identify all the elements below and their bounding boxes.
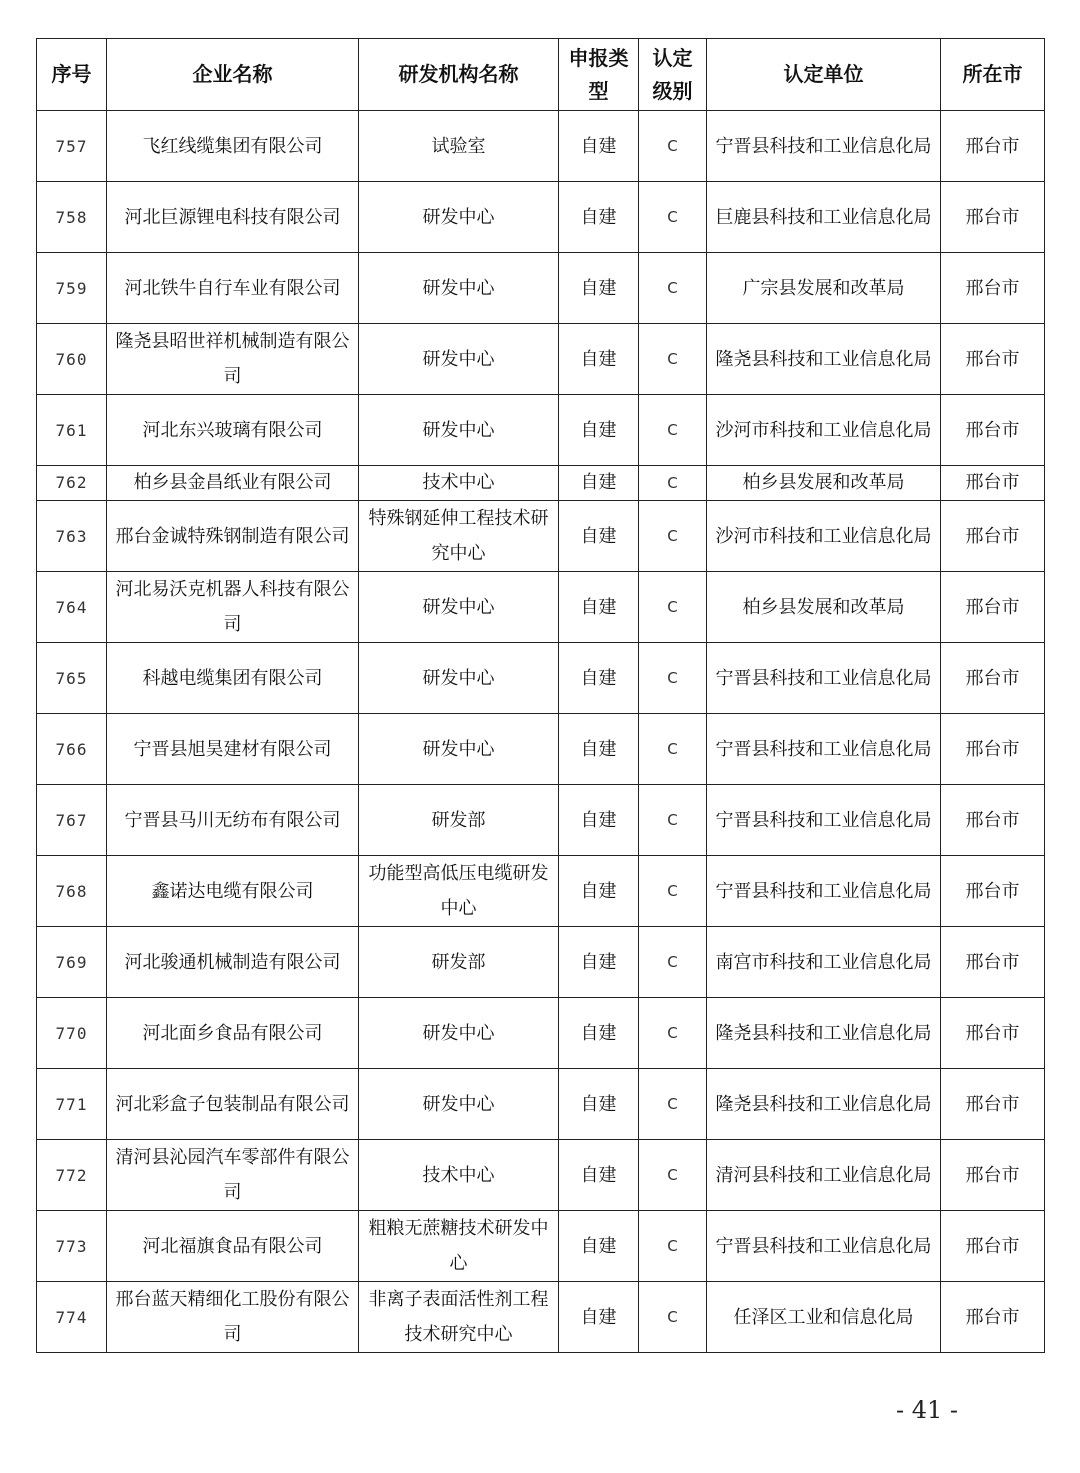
cell-institution: 试验室 bbox=[359, 111, 559, 182]
cell-city: 邢台市 bbox=[941, 856, 1045, 927]
table-row bbox=[37, 1282, 1045, 1353]
cell-type: 自建 bbox=[559, 111, 639, 182]
cell-type: 自建 bbox=[559, 927, 639, 998]
cell-type: 自建 bbox=[559, 466, 639, 501]
cell-unit: 柏乡县发展和改革局 bbox=[707, 466, 941, 501]
cell-city: 邢台市 bbox=[941, 1211, 1045, 1282]
institution-table bbox=[36, 38, 1045, 1353]
cell-type: 自建 bbox=[559, 785, 639, 856]
table-row bbox=[37, 1211, 1045, 1282]
cell-institution: 研发中心 bbox=[359, 714, 559, 785]
cell-unit: 清河县科技和工业信息化局 bbox=[707, 1140, 941, 1211]
cell-type: 自建 bbox=[559, 1140, 639, 1211]
cell-serial: 762 bbox=[37, 466, 107, 501]
table-row bbox=[37, 324, 1045, 395]
cell-serial: 767 bbox=[37, 785, 107, 856]
cell-unit: 沙河市科技和工业信息化局 bbox=[707, 501, 941, 572]
cell-type: 自建 bbox=[559, 324, 639, 395]
cell-company: 邢台金诚特殊钢制造有限公司 bbox=[107, 501, 359, 572]
cell-unit: 隆尧县科技和工业信息化局 bbox=[707, 1069, 941, 1140]
cell-type: 自建 bbox=[559, 643, 639, 714]
cell-company: 隆尧县昭世祥机械制造有限公司 bbox=[107, 324, 359, 395]
cell-company: 邢台蓝天精细化工股份有限公司 bbox=[107, 1282, 359, 1353]
page-number: - 41 - bbox=[896, 1396, 959, 1424]
cell-serial: 768 bbox=[37, 856, 107, 927]
cell-unit: 宁晋县科技和工业信息化局 bbox=[707, 111, 941, 182]
cell-type: 自建 bbox=[559, 501, 639, 572]
cell-institution: 技术中心 bbox=[359, 466, 559, 501]
cell-institution: 研发部 bbox=[359, 785, 559, 856]
cell-city: 邢台市 bbox=[941, 714, 1045, 785]
cell-company: 河北巨源锂电科技有限公司 bbox=[107, 182, 359, 253]
cell-level: C bbox=[639, 1211, 707, 1282]
cell-serial: 766 bbox=[37, 714, 107, 785]
cell-unit: 柏乡县发展和改革局 bbox=[707, 572, 941, 643]
cell-serial: 763 bbox=[37, 501, 107, 572]
cell-company: 河北彩盒子包装制品有限公司 bbox=[107, 1069, 359, 1140]
cell-level: C bbox=[639, 253, 707, 324]
cell-serial: 770 bbox=[37, 998, 107, 1069]
cell-unit: 任泽区工业和信息化局 bbox=[707, 1282, 941, 1353]
cell-type: 自建 bbox=[559, 182, 639, 253]
cell-level: C bbox=[639, 466, 707, 501]
cell-unit: 南宫市科技和工业信息化局 bbox=[707, 927, 941, 998]
cell-serial: 759 bbox=[37, 253, 107, 324]
cell-company: 清河县沁园汽车零部件有限公司 bbox=[107, 1140, 359, 1211]
cell-serial: 760 bbox=[37, 324, 107, 395]
cell-institution: 研发部 bbox=[359, 927, 559, 998]
cell-type: 自建 bbox=[559, 395, 639, 466]
cell-institution: 特殊钢延伸工程技术研究中心 bbox=[359, 501, 559, 572]
header-level: 认定级别 bbox=[639, 39, 707, 111]
cell-type: 自建 bbox=[559, 1069, 639, 1140]
cell-city: 邢台市 bbox=[941, 785, 1045, 856]
table-row bbox=[37, 714, 1045, 785]
table-row bbox=[37, 998, 1045, 1069]
header-company: 企业名称 bbox=[107, 39, 359, 111]
cell-level: C bbox=[639, 643, 707, 714]
cell-level: C bbox=[639, 714, 707, 785]
header-serial: 序号 bbox=[37, 39, 107, 111]
table-row bbox=[37, 1069, 1045, 1140]
cell-institution: 非离子表面活性剂工程技术研究中心 bbox=[359, 1282, 559, 1353]
cell-company: 鑫诺达电缆有限公司 bbox=[107, 856, 359, 927]
cell-city: 邢台市 bbox=[941, 253, 1045, 324]
cell-company: 河北面乡食品有限公司 bbox=[107, 998, 359, 1069]
cell-serial: 769 bbox=[37, 927, 107, 998]
cell-city: 邢台市 bbox=[941, 572, 1045, 643]
cell-type: 自建 bbox=[559, 1282, 639, 1353]
cell-type: 自建 bbox=[559, 1211, 639, 1282]
table-row bbox=[37, 182, 1045, 253]
cell-city: 邢台市 bbox=[941, 501, 1045, 572]
cell-institution: 技术中心 bbox=[359, 1140, 559, 1211]
cell-serial: 774 bbox=[37, 1282, 107, 1353]
table-row bbox=[37, 395, 1045, 466]
table-row bbox=[37, 466, 1045, 501]
cell-city: 邢台市 bbox=[941, 643, 1045, 714]
cell-level: C bbox=[639, 111, 707, 182]
cell-serial: 761 bbox=[37, 395, 107, 466]
cell-city: 邢台市 bbox=[941, 182, 1045, 253]
table-row bbox=[37, 1140, 1045, 1211]
cell-type: 自建 bbox=[559, 253, 639, 324]
cell-company: 河北骏通机械制造有限公司 bbox=[107, 927, 359, 998]
cell-level: C bbox=[639, 572, 707, 643]
cell-company: 宁晋县马川无纺布有限公司 bbox=[107, 785, 359, 856]
cell-type: 自建 bbox=[559, 714, 639, 785]
cell-serial: 764 bbox=[37, 572, 107, 643]
cell-serial: 771 bbox=[37, 1069, 107, 1140]
cell-city: 邢台市 bbox=[941, 324, 1045, 395]
cell-company: 宁晋县旭昊建材有限公司 bbox=[107, 714, 359, 785]
cell-unit: 巨鹿县科技和工业信息化局 bbox=[707, 182, 941, 253]
cell-unit: 广宗县发展和改革局 bbox=[707, 253, 941, 324]
cell-company: 科越电缆集团有限公司 bbox=[107, 643, 359, 714]
cell-unit: 宁晋县科技和工业信息化局 bbox=[707, 643, 941, 714]
cell-institution: 功能型高低压电缆研发中心 bbox=[359, 856, 559, 927]
cell-unit: 隆尧县科技和工业信息化局 bbox=[707, 998, 941, 1069]
header-unit: 认定单位 bbox=[707, 39, 941, 111]
cell-level: C bbox=[639, 182, 707, 253]
cell-level: C bbox=[639, 1282, 707, 1353]
cell-type: 自建 bbox=[559, 856, 639, 927]
cell-institution: 研发中心 bbox=[359, 998, 559, 1069]
cell-level: C bbox=[639, 1069, 707, 1140]
table-row bbox=[37, 643, 1045, 714]
cell-institution: 研发中心 bbox=[359, 1069, 559, 1140]
table-row bbox=[37, 253, 1045, 324]
cell-serial: 765 bbox=[37, 643, 107, 714]
cell-level: C bbox=[639, 856, 707, 927]
cell-serial: 757 bbox=[37, 111, 107, 182]
cell-type: 自建 bbox=[559, 998, 639, 1069]
header-city: 所在市 bbox=[941, 39, 1045, 111]
cell-company: 河北福旗食品有限公司 bbox=[107, 1211, 359, 1282]
cell-institution: 研发中心 bbox=[359, 572, 559, 643]
cell-serial: 773 bbox=[37, 1211, 107, 1282]
cell-institution: 研发中心 bbox=[359, 182, 559, 253]
table-body bbox=[37, 111, 1045, 1353]
cell-unit: 宁晋县科技和工业信息化局 bbox=[707, 714, 941, 785]
cell-unit: 宁晋县科技和工业信息化局 bbox=[707, 1211, 941, 1282]
cell-company: 柏乡县金昌纸业有限公司 bbox=[107, 466, 359, 501]
cell-institution: 研发中心 bbox=[359, 395, 559, 466]
cell-city: 邢台市 bbox=[941, 111, 1045, 182]
cell-unit: 宁晋县科技和工业信息化局 bbox=[707, 856, 941, 927]
cell-city: 邢台市 bbox=[941, 1282, 1045, 1353]
cell-company: 河北东兴玻璃有限公司 bbox=[107, 395, 359, 466]
cell-unit: 隆尧县科技和工业信息化局 bbox=[707, 324, 941, 395]
cell-type: 自建 bbox=[559, 572, 639, 643]
cell-city: 邢台市 bbox=[941, 998, 1045, 1069]
cell-level: C bbox=[639, 395, 707, 466]
table-row bbox=[37, 501, 1045, 572]
table-row bbox=[37, 927, 1045, 998]
table-row bbox=[37, 111, 1045, 182]
table-row bbox=[37, 785, 1045, 856]
cell-level: C bbox=[639, 324, 707, 395]
cell-level: C bbox=[639, 927, 707, 998]
cell-company: 飞红线缆集团有限公司 bbox=[107, 111, 359, 182]
cell-level: C bbox=[639, 998, 707, 1069]
cell-institution: 研发中心 bbox=[359, 324, 559, 395]
cell-city: 邢台市 bbox=[941, 1140, 1045, 1211]
cell-serial: 772 bbox=[37, 1140, 107, 1211]
cell-city: 邢台市 bbox=[941, 927, 1045, 998]
cell-level: C bbox=[639, 1140, 707, 1211]
header-type: 申报类型 bbox=[559, 39, 639, 111]
table-row bbox=[37, 572, 1045, 643]
cell-institution: 研发中心 bbox=[359, 253, 559, 324]
cell-level: C bbox=[639, 785, 707, 856]
cell-unit: 宁晋县科技和工业信息化局 bbox=[707, 785, 941, 856]
cell-institution: 研发中心 bbox=[359, 643, 559, 714]
table-row bbox=[37, 856, 1045, 927]
cell-city: 邢台市 bbox=[941, 395, 1045, 466]
cell-level: C bbox=[639, 501, 707, 572]
cell-city: 邢台市 bbox=[941, 1069, 1045, 1140]
cell-city: 邢台市 bbox=[941, 466, 1045, 501]
header-row bbox=[37, 39, 1045, 111]
cell-institution: 粗粮无蔗糖技术研发中心 bbox=[359, 1211, 559, 1282]
cell-serial: 758 bbox=[37, 182, 107, 253]
header-institution: 研发机构名称 bbox=[359, 39, 559, 111]
cell-company: 河北易沃克机器人科技有限公司 bbox=[107, 572, 359, 643]
cell-company: 河北铁牛自行车业有限公司 bbox=[107, 253, 359, 324]
cell-unit: 沙河市科技和工业信息化局 bbox=[707, 395, 941, 466]
